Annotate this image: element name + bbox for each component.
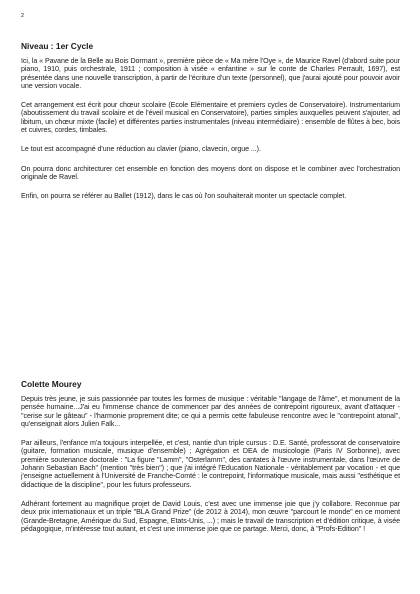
level-paragraph-2: Cet arrangement est écrit pour chœur scolaire (Ecole Elémentaire et premiers cycles de Conservatoire). Instrumentarium (aboutissement du travail scolaire et de l'éveil musical en Conservatoire), parties simples auxquelles peuvent s'ajouter, ad libitum, un chœur mixte (facile) et différentes parties instrumentales (niveau intermédiaire) : ensemble de flûtes à bec, bois et cuivres, cordes, timbales. [21, 101, 400, 135]
level-paragraph-4: On pourra donc architecturer cet ensemble en fonction des moyens dont on dispose et le combiner avec l'orchestration originale de Ravel. [21, 164, 400, 181]
author-paragraph-2: Par ailleurs, l'enfance m'a toujours interpellée, et c'est, nantie d'un triple cursus : D.E. Santé, professorat de conservatoire (guitare, formation musicale, musique d'ensemble) ; Agrégation et DEA de musicologie (Paris IV Sorbonne), avec première soutenance doctorale : "La figure "Lamm", "Osterlamm", des cantates à l'œuvre instrumentale, dans l'œuvre de Johann Sebastian Bach" (mention "très bien") ; que j'ai intégré l'Education Nationale - véritablement par vocation - et que j'enseigne actuellement à l'Université de Franche-Comté : le contrepoint, l'informatique musicale, mais aussi "esthétique et didactique de la discipline", pour les futurs professeurs. [21, 439, 400, 489]
page-number: 2 [21, 13, 25, 19]
author-heading: Colette Mourey [21, 379, 82, 389]
level-section-body [21, 57, 400, 212]
level-paragraph-5: Enfin, on pourra se référer au Ballet (1912), dans le cas où l'on souhaiterait monter un spectacle complet. [21, 192, 347, 201]
level-paragraph-1: Ici, la « Pavane de la Belle au Bois Dormant », première pièce de « Ma mère l'Oye », de Maurice Ravel (d'abord suite pour piano, 1910, puis orchestrale, 1911 ; composition à visée « enfantine » sur le conte de Charles Perrault, 1697), est présentée dans une nouvelle transcription, à partir de l'écriture d'un texte (personnel), que j'aurai ajouté pour pouvoir avoir une version vocale. [21, 57, 400, 90]
author-paragraph-1: Depuis très jeune, je suis passionnée par toutes les formes de musique : véritable "langage de l'âme", et monument de la pensée humaine...J'ai eu l'immense chance de commencer par des années de contrepoint rigoureux, avant d'attaquer - "cerise sur le gâteau" - l'harmonie proprement dite; ce qui a permis cette fabuleuse rencontre avec le "contrepoint atonal", qu'enseignait alors Julien Falk... [21, 395, 400, 428]
author-section-body [21, 395, 400, 544]
level-paragraph-3: Le tout est accompagné d'une réduction au clavier (piano, clavecin, orgue ...). [21, 145, 261, 154]
author-paragraph-3: Adhérant fortement au magnifique projet de David Louis, c'est avec une immense joie que j'y collabore. Reconnue par deux prix internationaux et un triple "BLA Grand Prize" (de 2012 à 2014), mon œuvre "parcourt le monde" en ce moment (Grande-Bretagne, Amérique du Sud, Espagne, Etats-Unis, ...) ; mais le travail de transcription et d'édition critique, à visée pédagogique, m'intéresse tout autant, et c'est une immense joie que ce partage. Merci, donc, à "Profs-Edition" ! [21, 499, 400, 533]
level-heading: Niveau : 1er Cycle [21, 41, 94, 51]
